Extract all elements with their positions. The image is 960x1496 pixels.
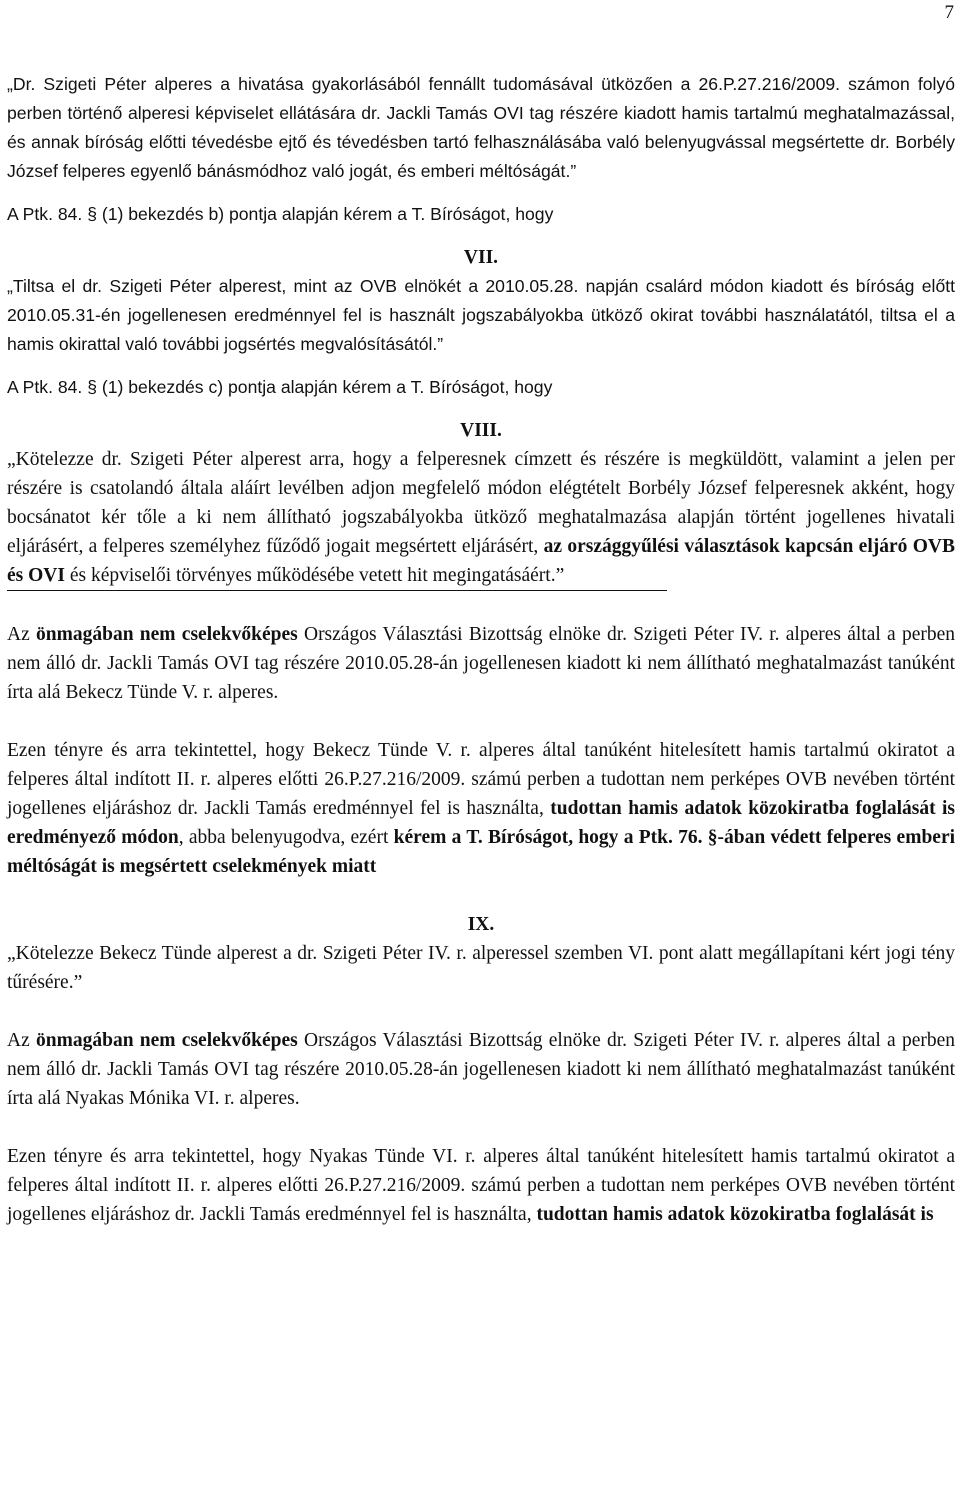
witness-paragraph-nyakas: [7, 1026, 955, 1113]
text-run: „Kötelezze dr. Szigeti Péter alperest arra, hogy a felperesnek címzett és részére is megküldött, valamint a jelen per részére is csatolandó általa aláírt levélben adjon megfelelő módon elégtételt Borbély József felperesnek akként, hogy bocsánatot kér tőle a ki nem állítható jogszabályokba ütköző meghatalmazása alapján történt jogellenes hivatali eljárásért, a felperes személyhez fűződő jogait megsértett eljárásért,: [7, 449, 955, 557]
quote-paragraph-vii: „Tiltsa el dr. Szigeti Péter alperest, mint az OVB elnökét a 2010.05.28. napján csalárd módon kiadott és bíróság előtt 2010.05.31-én jogellenesen eredménnyel fel is használt jogszabályokba ütköző okirat további használatától, tiltsa el a hamis okirattal való további jogsértés megvalósításától.”: [7, 276, 955, 354]
quote-paragraph-vi: „Dr. Szigeti Péter alperes a hivatása gyakorlásából fennállt tudomásával ütközően a 26.P.27.216/2009. számon folyó perben történő alperesi képviselet ellátására dr. Jackli Tamás OVI tag részére kiadott hamis tartalmú meghatalmazással, és annak bíróság előtti tévedésbe ejtő és tévedésben tartó felhasználásába való belenyugvással megsértette dr. Borbély József felperes egyenlő bánásmódhoz való jogát, és emberi méltóságát.”: [7, 74, 955, 181]
bold-text-run: tudottan hamis adatok közokiratba foglalását is: [536, 1204, 934, 1225]
text-run: Országos Választási Bizottság elnöke dr. Szigeti Péter IV. r. alperes által a perben nem álló dr. Jackli Tamás OVI tag részére 2010.05.28-án jogellenesen kiadott ki nem állítható meghatalmazást tanúként írta alá Bekecz Tünde V. r. alperes.: [7, 624, 956, 703]
bold-text-run: kérem a T. Bíróságot, hogy a Ptk. 76. §-ában védett felperes emberi méltóságát is megsértett cselekmények miatt: [7, 827, 956, 877]
ptk-84-b-paragraph: A Ptk. 84. § (1) bekezdés b) pontja alapján kérem a T. Bíróságot, hogy: [7, 204, 554, 224]
bold-text-run: önmagában nem cselekvőképes: [36, 624, 298, 645]
section-heading-viii: VIII.: [460, 420, 502, 441]
bold-text-run: önmagában nem cselekvőképes: [36, 1030, 298, 1051]
bold-text-run: az országgyűlési választások kapcsán eljáró OVB és OVI: [7, 536, 955, 586]
text-run: Országos Választási Bizottság elnöke dr. Szigeti Péter IV. r. alperes által a perben nem álló dr. Jackli Tamás OVI tag részére 2010.05.28-án jogellenesen kiadott ki nem állítható meghatalmazást tanúként írta alá Nyakas Mónika VI. r. alperes.: [7, 1030, 956, 1109]
quote-paragraph-ix: „Kötelezze Bekecz Tünde alperest a dr. Szigeti Péter IV. r. alperessel szemben VI. pont alatt megállapítani kért jogi tény tűrésére.”: [7, 943, 955, 993]
section-heading-vii: VII.: [463, 247, 499, 268]
page-number: 7: [944, 2, 954, 23]
document-body: [7, 70, 955, 1229]
text-run: , abba belenyugodva, ezért: [178, 827, 389, 848]
request-paragraph-nyakas: [7, 1142, 955, 1229]
text-run: Az: [7, 1030, 30, 1051]
request-paragraph-bekecz: [7, 736, 955, 881]
text-run: Ezen tényre és arra tekintettel, hogy Bekecz Tünde V. r. alperes által tanúként hitelesített hamis tartalmú okiratot a felperes által indított II. r. alperes előtti 26.P.27.216/2009. számú perben a tudottan nem perképes OVB nevében történt jogellenes eljáráshoz dr. Jackli Tamás eredménnyel fel is használta,: [7, 740, 955, 819]
quote-paragraph-viii: [7, 445, 955, 590]
text-run: Az: [7, 624, 30, 645]
ptk-84-c-paragraph: A Ptk. 84. § (1) bekezdés c) pontja alapján kérem a T. Bíróságot, hogy: [7, 377, 553, 397]
section-heading-ix: IX.: [467, 914, 495, 935]
text-run: és képviselői törvényes működésébe vetett hit megingatásáért.”: [69, 565, 565, 586]
bold-text-run: tudottan hamis adatok közokiratba foglalását is eredményező módon: [7, 798, 956, 848]
witness-paragraph-bekecz: [7, 620, 955, 707]
text-run: Ezen tényre és arra tekintettel, hogy Nyakas Tünde VI. r. alperes által tanúként hitelesített hamis tartalmú okiratot a felperes által indított II. r. alperes előtti 26.P.27.216/2009. számú perben a tudottan nem perképes OVB nevében történt jogellenes eljáráshoz dr. Jackli Tamás eredménnyel fel is használta,: [7, 1146, 955, 1225]
